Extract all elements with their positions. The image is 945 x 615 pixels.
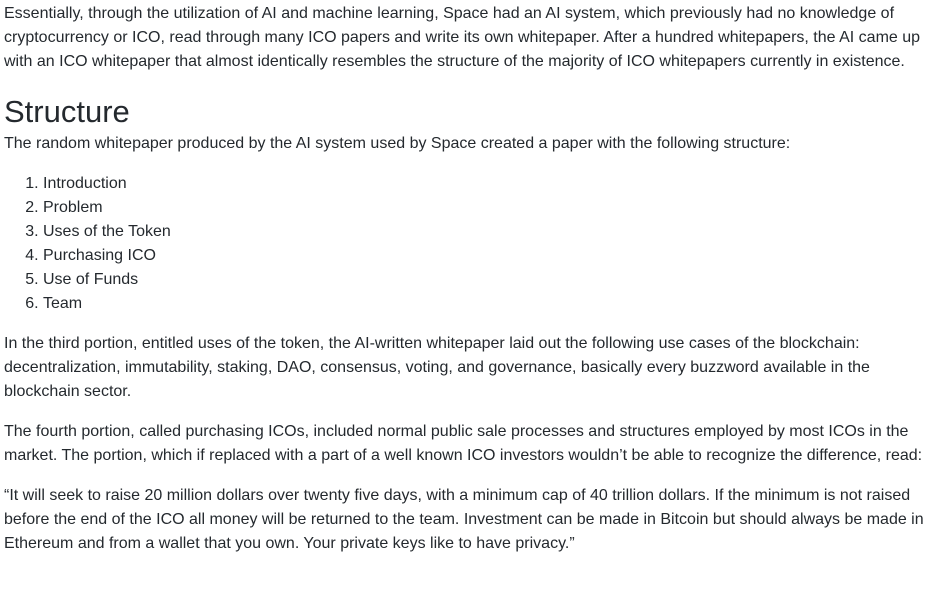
section-heading: Structure (4, 94, 130, 129)
structure-lead-paragraph: The random whitepaper produced by the AI system used by Space created a paper with the following structure: (4, 135, 791, 152)
quote-paragraph: “It will seek to raise 20 million dollars over twenty five days, with a minimum cap of 40 trillion dollars. If the minimum is not raised before the end of the ICO all money will be returned to the team. Investment can be made in Bitcoin but should always be made in Ethereum and from a wallet that you own. Your private keys like to have privacy.” (4, 487, 924, 552)
list-item: 5. Use of Funds (43, 268, 934, 292)
list-item: 4. Purchasing ICO (43, 244, 934, 268)
intro-paragraph: Essentially, through the utilization of AI and machine learning, Space had an AI system, which previously had no knowledge of cryptocurrency or ICO, read through many ICO papers and write its own whitepaper. After a hundred whitepapers, the AI came up with an ICO whitepaper that almost identically resembles the structure of the majority of ICO whitepapers currently in existence. (4, 5, 921, 70)
structure-list (4, 172, 934, 316)
list-item: 2. Problem (43, 196, 934, 220)
third-portion-paragraph: In the third portion, entitled uses of the token, the AI-written whitepaper laid out the following use cases of the blockchain: decentralization, immutability, staking, DAO, consensus, voting, and governance, basically every buzzword available in the blockchain sector. (4, 335, 870, 400)
list-item: 3. Uses of the Token (43, 220, 934, 244)
list-item: 1. Introduction (43, 172, 934, 196)
fourth-portion-paragraph: The fourth portion, called purchasing ICOs, included normal public sale processes and structures employed by most ICOs in the market. The portion, which if replaced with a part of a well known ICO investors wouldn’t be able to recognize the difference, read: (4, 423, 923, 464)
list-item: 6. Team (43, 292, 934, 316)
